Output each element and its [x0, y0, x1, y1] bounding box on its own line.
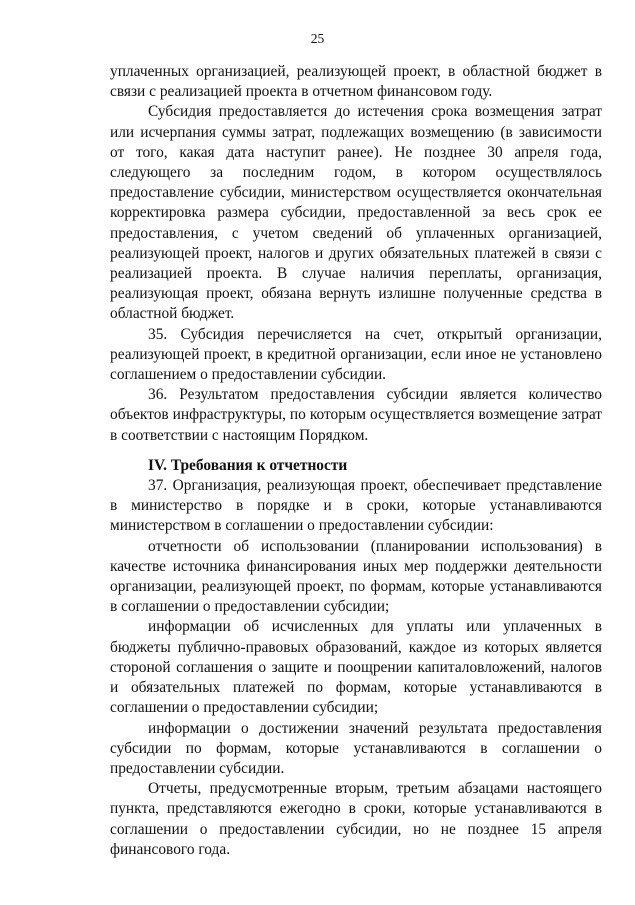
paragraph-item-37: 37. Организация, реализующая проект, обеспечивает представление в министерство в порядке и в сроки, которые устанавливаются министерством в соглашении о предоставлении субсидии: [110, 477, 602, 535]
paragraph-item-35: 35. Субсидия перечисляется на счет, открытый организации, реализующей проект, в кредитной организации, если иное не установлено соглашением о предоставлении субсидии. [110, 325, 602, 384]
paragraph: информации о достижении значений результата предоставления субсидии по формам, которые устанавливаются в соглашении о предоставлении субсидии. [110, 719, 602, 777]
document-body [110, 62, 602, 860]
paragraph: отчетности об использовании (планировании использования) в качестве источника финансирования иных мер поддержки деятельности организации, реализующей проект, по формам, которые устанавливаются в соглашении о предоставлении субсидии; [110, 537, 602, 616]
section-heading: IV. Требования к отчетности [148, 456, 348, 474]
paragraph: Субсидия предоставляется до истечения срока возмещения затрат или исчерпания суммы затрат, подлежащих возмещению (в зависимости от того, какая дата наступит ранее). Не позднее 30 апреля года, следующего за последним годом, в котором осуществлялось предоставление субсидии, министерством осуществляется окончательная корректировка размера субсидии, предоставленной за весь срок ее предоставления, с учетом сведений об уплаченных организацией, реализующей проект, налогов и других обязательных платежей в связи с реализацией проекта. В случае наличия переплаты, организация, реализующая проект, обязана вернуть излишне полученные средства в областной бюджет. [110, 103, 602, 323]
paragraph: уплаченных организацией, реализующей проект, в областной бюджет в связи с реализацией проекта в отчетном финансовом году. [110, 63, 602, 101]
paragraph-item-36: 36. Результатом предоставления субсидии является количество объектов инфраструктуры, по которым осуществляется возмещение затрат в соответствии с настоящим Порядком. [110, 386, 602, 444]
paragraph: информации об исчисленных для уплаты или уплаченных в бюджеты публично-правовых образований, каждое из которых является стороной соглашения о защите и поощрении капиталовложений, налогов и обязательных платежей по формам, которые устанавливаются в соглашении о предоставлении субсидии; [110, 618, 602, 717]
paragraph: Отчеты, предусмотренные вторым, третьим абзацами настоящего пункта, представляются ежегодно в сроки, которые устанавливаются в соглашении о предоставлении субсидии, но не позднее 15 апреля финансового года. [110, 780, 602, 858]
page-number: 25 [310, 31, 325, 46]
